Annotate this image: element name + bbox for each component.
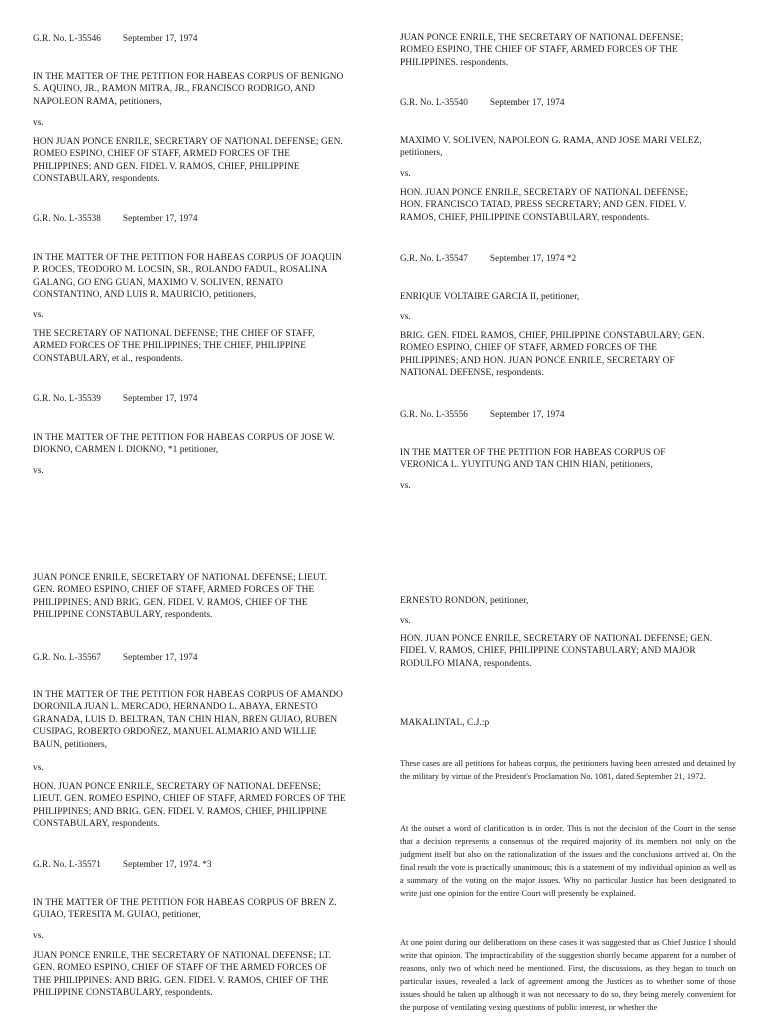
opinion-paragraph: These cases are all petitions for habeas corpus, the petitioners having been arrested and detained by the military by virtue of the President's Proclamation No. 1081, dated September 21, 1972. (400, 759, 736, 781)
versus-label: vs. (400, 312, 411, 322)
case-number: G.R. No. L-35571 (33, 859, 101, 869)
versus-label: vs. (33, 118, 44, 128)
petition-title: ERNESTO RONDON, petitioner, (400, 596, 529, 606)
petition-title: MAXIMO V. SOLIVEN, NAPOLEON G. RAMA, AND JOSE MARI VELEZ, petitioners, (400, 136, 702, 159)
petition-title: IN THE MATTER OF THE PETITION FOR HABEAS CORPUS OF BENIGNO S. AQUINO, JR., RAMON MITRA, JR., FRANCISCO RODRIGO, AND NAPOLEON RAMA, petitioners, (33, 72, 344, 107)
case-number: G.R. No. L-35540 (400, 97, 468, 107)
case-date: September 17, 1974 (489, 97, 565, 107)
case-number-header (33, 651, 371, 663)
case-number-header (33, 392, 371, 404)
case-number-header (33, 32, 371, 44)
case-date: September 17, 1974. *3 (122, 859, 212, 869)
petition-title: IN THE MATTER OF THE PETITION FOR HABEAS CORPUS OF JOAQUIN P. ROCES, TEODORO M. LOCSIN, SR., ROLANDO FADUL, ROSALINA GALANG, GO ENG GUAN, MAXIMO V. SOLIVEN, RENATO CONSTANTINO, AND LUIS R. MAURICIO, petitioners, (33, 253, 342, 301)
respondents-text: BRIG. GEN. FIDEL RAMOS, CHIEF, PHILIPPINE CONSTABULARY; GEN. ROMEO ESPINO, CHIEF OF STAFF, ARMED FORCES OF THE PHILIPPINES; AND HON. JUAN PONCE ENRILE, SECRETARY OF NATIONAL DEFENSE, respondents. (400, 331, 705, 379)
respondents-text: HON. JUAN PONCE ENRILE, SECRETARY OF NATIONAL DEFENSE; LIEUT. GEN. ROMEO ESPINO, CHIEF OF STAFF, ARMED FORCES OF THE PHILIPPINES; AND BRIG. GEN. FIDEL V. RAMOS, CHIEF, PHILIPPINE CONSTABULARY, respondents. (33, 782, 346, 830)
case-date: September 17, 1974 *2 (489, 253, 577, 263)
case-number-header (400, 96, 736, 108)
case-number: G.R. No. L-35539 (33, 393, 101, 403)
respondents-text: THE SECRETARY OF NATIONAL DEFENSE; THE CHIEF OF STAFF, ARMED FORCES OF THE PHILIPPINES; THE CHIEF, PHILIPPINE CONSTABULARY, et al., respondents. (33, 329, 315, 364)
opinion-paragraph: At one point during our deliberations on these cases it was suggested that as Chief Justice I should write that opinion. The impracticability of the suggestion shortly became apparent for a number of reasons, only two of which need be mentioned. First, the discussions, as they began to touch on particular issues, revealed a lack of agreement among the Justices as to whether some of those issues should be taken up although it was not necessary to do so, they being merely convenient for the purpose of ventilating vexing questions of public interest, or whether the (400, 938, 736, 1012)
case-number: G.R. No. L-35556 (400, 409, 468, 419)
respondents-text: HON JUAN PONCE ENRILE, SECRETARY OF NATIONAL DEFENSE; GEN. ROMEO ESPINO, CHIEF OF STAFF, ARMED FORCES OF THE PHILIPPINES; AND GEN. FIDEL V. RAMOS, CHIEF, PHILIPPINE CONSTABULARY, respondents. (33, 137, 343, 185)
case-number-header (33, 858, 371, 870)
versus-label: vs. (33, 466, 44, 476)
petition-title: IN THE MATTER OF THE PETITION FOR HABEAS CORPUS OF JOSE W. DIOKNO, CARMEN I. DIOKNO, *1 petitioner, (33, 433, 336, 456)
case-date: September 17, 1974 (122, 652, 198, 662)
case-number-header (400, 252, 736, 264)
versus-label: vs. (33, 310, 44, 320)
respondents-text: JUAN PONCE ENRILE, SECRETARY OF NATIONAL DEFENSE; LIEUT. GEN. ROMEO ESPINO, CHIEF OF STAFF, ARMED FORCES OF THE PHILIPPINES; AND BRIG. GEN. FIDEL V. RAMOS, CHIEF OF THE PHILIPPINE CONSTABULARY, respondents. (33, 573, 328, 621)
versus-label: vs. (33, 763, 44, 773)
versus-label: vs. (33, 931, 44, 941)
petition-title: IN THE MATTER OF THE PETITION FOR HABEAS CORPUS OF VERONICA L. YUYITUNG AND TAN CHIN HIAN, petitioners, (400, 448, 666, 471)
case-date: September 17, 1974 (122, 33, 198, 43)
respondents-text: JUAN PONCE ENRILE, THE SECRETARY OF NATIONAL DEFENSE; ROMEO ESPINO, THE CHIEF OF STAFF, ARMED FORCES OF THE PHILIPPINES. respondents. (400, 33, 684, 68)
case-number: G.R. No. L-35546 (33, 33, 101, 43)
case-number: G.R. No. L-35567 (33, 652, 101, 662)
versus-label: vs. (400, 169, 411, 179)
versus-label: vs. (400, 481, 411, 491)
case-number: G.R. No. L-35547 (400, 253, 468, 263)
respondents-text: HON. JUAN PONCE ENRILE, SECRETARY OF NATIONAL DEFENSE; HON. FRANCISCO TATAD, PRESS SECRETARY; AND GEN. FIDEL V. RAMOS, CHIEF, PHILIPPINE CONSTABULARY, respondents. (400, 188, 688, 223)
case-number-header (400, 408, 736, 420)
respondents-text: JUAN PONCE ENRILE, THE SECRETARY OF NATIONAL DEFENSE; LT. GEN. ROMEO ESPINO, CHIEF OF STAFF OF THE ARMED FORCES OF THE PHILIPPINES: AND BRIG. GEN. FIDEL V. RAMOS, CHIEF OF THE PHILIPPINE CONSTABULARY, respondents. (33, 951, 332, 999)
respondents-text: HON. JUAN PONCE ENRILE, SECRETARY OF NATIONAL DEFENSE; GEN. FIDEL V. RAMOS, CHIEF, PHILIPPINE CONSTABULARY; AND MAJOR RODULFO MIANA, respondents. (400, 634, 713, 669)
case-number-header (33, 212, 371, 224)
case-number: G.R. No. L-35538 (33, 213, 101, 223)
case-date: September 17, 1974 (489, 409, 565, 419)
opinion-author: MAKALINTAL, C.J.:p (400, 718, 490, 728)
petition-title: IN THE MATTER OF THE PETITION FOR HABEAS CORPUS OF BREN Z. GUIAO, TERESITA M. GUIAO, petitioner, (33, 898, 337, 921)
petition-title: IN THE MATTER OF THE PETITION FOR HABEAS CORPUS OF AMANDO DORONILA JUAN L. MERCADO, HERNANDO L. ABAYA, ERNESTO GRANADA, LUIS D. BELTRAN, TAN CHIN HIAN, BREN GUIAO, RUBEN CUSIPAG, ROBERTO ORDOÑEZ, MANUEL ALMARIO AND WILLIE BAUN, petitioners, (33, 690, 343, 750)
versus-label: vs. (400, 616, 411, 626)
case-date: September 17, 1974 (122, 393, 198, 403)
case-date: September 17, 1974 (122, 213, 198, 223)
opinion-paragraph: At the outset a word of clarification is in order. This is not the decision of the Court in the sense that a decision represents a consensus of the required majority of its members not only on the judgment itself but also on the rationalization of the issues and the conclusions arrived at. On the final result the vote is practically unanimous; this is a statement of my individual opinion as well as a summary of the voting on the major issues. Why no particular Justice has been designated to write just one opinion for the entire Court will presently be explained. (400, 824, 736, 898)
petition-title: ENRIQUE VOLTAIRE GARCIA II, petitioner, (400, 292, 580, 302)
